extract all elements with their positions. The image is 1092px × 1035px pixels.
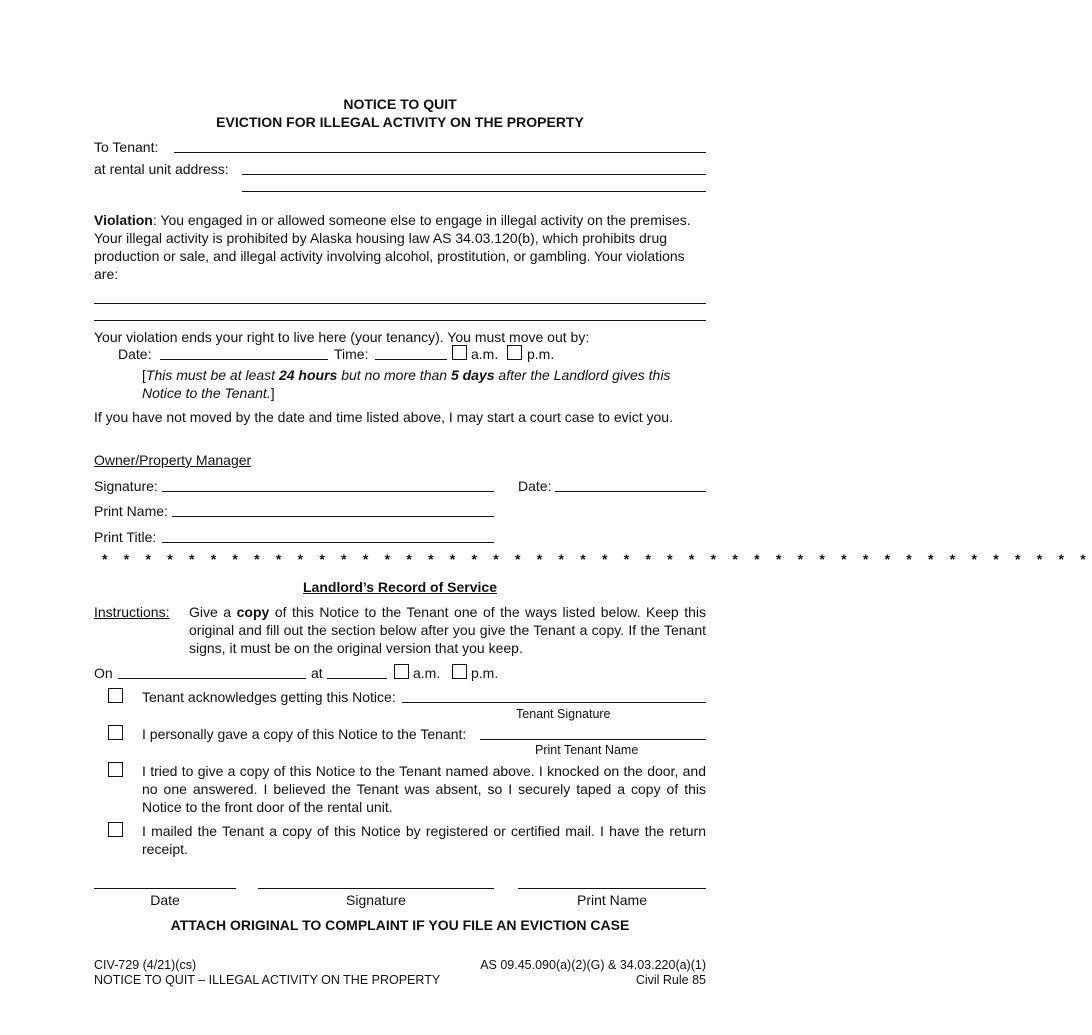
move-out-time-field[interactable] [375,359,447,360]
page-subtitle: EVICTION FOR ILLEGAL ACTIVITY ON THE PROPERTY [216,114,584,130]
instr-text-a: Give a [189,604,237,620]
footer-statute: AS 09.45.090(a)(2)(G) & 34.03.220(a)(1) [480,958,706,972]
server-date-field[interactable] [94,888,236,889]
server-date-caption: Date [150,892,180,908]
move-out-note [142,366,708,402]
service-heading: Landlord’s Record of Service [303,579,497,595]
option-acknowledge-text: Tenant acknowledges getting this Notice: [142,689,396,705]
footer-form-title: NOTICE TO QUIT – ILLEGAL ACTIVITY ON THE PROPERTY [94,973,441,987]
at-label: at [311,665,323,681]
court-case-text: If you have not moved by the date and time listed above, I may start a court case to evict you. [94,409,673,425]
option-taped-checkbox[interactable] [108,762,123,777]
violation-label: Violation [94,212,153,228]
note-text-a: This must be at least [145,367,279,383]
service-date-field[interactable] [118,678,306,679]
move-out-intro: Your violation ends your right to live here (your tenancy). You must move out by: [94,329,590,345]
instr-copy: copy [236,604,270,620]
note-bracket-open: [ [142,367,146,383]
option-personal-checkbox[interactable] [108,725,123,740]
note-text-c: but no more than [337,367,451,383]
owner-print-name-label: Print Name: [94,503,168,519]
owner-signature-field[interactable] [162,491,494,492]
service-pm-label: p.m. [471,665,499,681]
violations-field-1[interactable] [94,303,706,304]
move-out-date-label: Date: [118,346,152,362]
violations-field-2[interactable] [94,320,706,321]
option-personal-text: I personally gave a copy of this Notice to the Tenant: [142,726,467,742]
instr-text-c: of this Notice to the Tenant one of the ways listed below. Keep this original and fill out the section below after you give the Tenant a copy. If the Tenant signs, it must be on the original version that you keep. [189,604,706,656]
address-field-2[interactable] [242,191,706,192]
to-tenant-label: To Tenant: [94,139,159,155]
tenant-name-caption: Print Tenant Name [535,743,639,757]
tenant-name-field[interactable] [480,739,706,740]
option-acknowledge-checkbox[interactable] [108,688,123,703]
note-bracket-close: ] [270,385,275,401]
owner-date-field[interactable] [555,491,706,492]
service-pm-checkbox[interactable] [452,664,467,679]
footer-civil-rule: Civil Rule 85 [635,973,706,987]
divider-stars: * * * * * * * * * * * * * * * * * * * * * * * * * * * * * * * * * * * * * * * * * * * * * * [102,551,1092,567]
owner-print-title-field[interactable] [162,542,494,543]
service-am-label: a.m. [413,665,441,681]
owner-print-name-field[interactable] [172,516,494,517]
move-out-am-label: a.m. [471,346,499,362]
footer-form-number: CIV-729 (4/21)(cs) [94,958,197,972]
violation-text: : You engaged in or allowed someone else to engage in illegal activity on the premises. Your illegal activity is prohibited by Alaska housing law AS 34.03.120(b), which prohibits drug production or sale, and illegal activity involving alcohol, prostitution, or gambling. Your violations are: [94,212,691,282]
server-signature-field[interactable] [258,888,494,889]
server-signature-caption: Signature [346,892,406,908]
instructions-text [189,603,706,657]
server-print-name-field[interactable] [518,888,706,889]
violation-paragraph [94,211,706,283]
move-out-date-field[interactable] [160,359,328,360]
owner-heading: Owner/Property Manager [94,452,252,468]
page-title: NOTICE TO QUIT [343,96,457,112]
service-time-field[interactable] [327,678,387,679]
on-label: On [94,665,113,681]
owner-signature-label: Signature: [94,478,158,494]
attach-notice: ATTACH ORIGINAL TO COMPLAINT IF YOU FILE AN EVICTION CASE [170,917,630,933]
owner-print-title-label: Print Title: [94,529,157,545]
move-out-time-label: Time: [334,346,369,362]
option-mailed-checkbox[interactable] [108,822,123,837]
tenant-signature-caption: Tenant Signature [516,707,611,721]
note-5-days: 5 days [450,367,495,383]
note-text-e: after the Landlord gives this Notice to the Tenant. [142,367,671,401]
move-out-pm-checkbox[interactable] [507,345,522,360]
note-24-hours: 24 hours [278,367,338,383]
address-field-1[interactable] [242,174,706,175]
tenant-signature-field[interactable] [402,702,706,703]
option-taped-text: I tried to give a copy of this Notice to the Tenant named above. I knocked on the door, and no one answered. I believed the Tenant was absent, so I securely taped a copy of this Notice to the front door of the rental unit. [142,763,706,815]
instructions-label: Instructions: [94,604,170,620]
server-print-name-caption: Print Name [576,892,648,908]
move-out-pm-label: p.m. [527,346,555,362]
move-out-am-checkbox[interactable] [452,345,467,360]
owner-date-label: Date: [518,478,552,494]
service-am-checkbox[interactable] [394,664,409,679]
to-tenant-field[interactable] [174,152,706,153]
address-label: at rental unit address: [94,161,229,177]
option-mailed-text: I mailed the Tenant a copy of this Notice by registered or certified mail. I have the return receipt. [142,823,706,857]
